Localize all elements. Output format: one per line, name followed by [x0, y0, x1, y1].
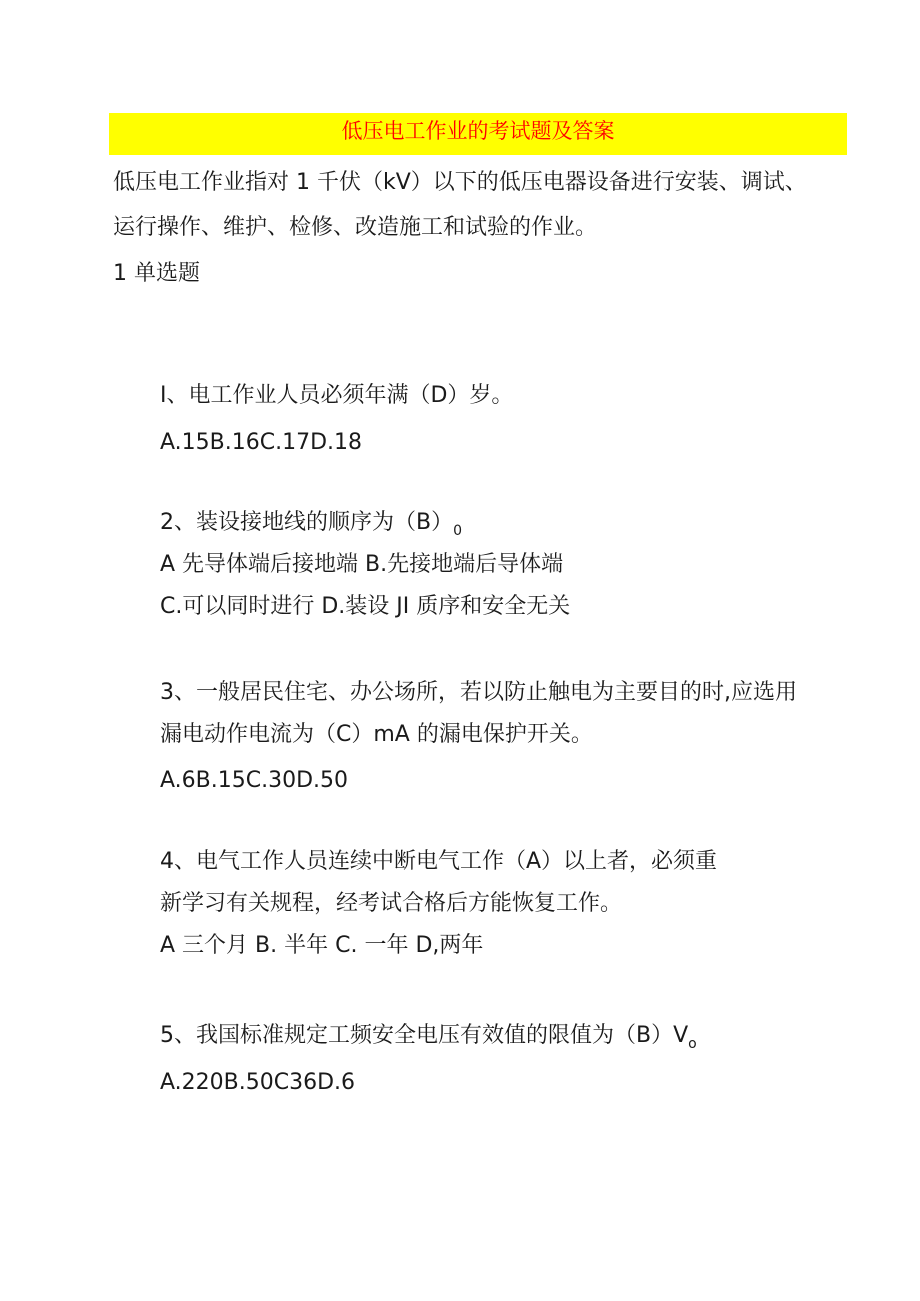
section-heading: 1 单选题 [113, 261, 200, 286]
question-5-stem: 5、我国标准规定工频安全电压有效值的限值为（B）V [160, 1023, 689, 1048]
question-3-options: A.6B.15C.30D.50 [160, 768, 349, 793]
question-2-options-2: C.可以同时进行 D.装设 JI 质序和安全无关 [160, 594, 571, 619]
question-4-options: A 三个月 B. 半年 C. 一年 D,两年 [160, 933, 484, 958]
question-5-suffix: o [688, 1036, 697, 1052]
question-5-text [160, 1021, 697, 1059]
question-1-options: A.15B.16C.17D.18 [160, 430, 363, 455]
question-2-text [160, 508, 462, 546]
question-2-suffix: 0 [453, 523, 463, 539]
question-2-options-1: A 先导体端后接地端 B.先接地端后导体端 [160, 552, 564, 577]
question-3-text: 3、一般居民住宅、办公场所，若以防止触电为主要目的时,应选用 [160, 680, 797, 705]
document-title: 低压电工作业的考试题及答案 [109, 113, 847, 155]
intro-line-2: 运行操作、维护、检修、改造施工和试验的作业。 [113, 215, 598, 240]
question-4-text: 4、电气工作人员连续中断电气工作（A）以上者，必须重 [160, 849, 718, 874]
question-2-stem: 2、装设接地线的顺序为（B） [160, 510, 454, 535]
question-4-text-2: 新学习有关规程，经考试合格后方能恢复工作。 [160, 891, 623, 916]
question-5-options: A.220B.50C36D.6 [160, 1070, 356, 1095]
question-3-text-2: 漏电动作电流为（C）mA 的漏电保护开关。 [160, 722, 593, 747]
intro-line-1: 低压电工作业指对 1 千伏（kV）以下的低压电器设备进行安装、调试、 [113, 170, 807, 195]
question-1-text: I、电工作业人员必须年满（D）岁。 [160, 383, 514, 408]
